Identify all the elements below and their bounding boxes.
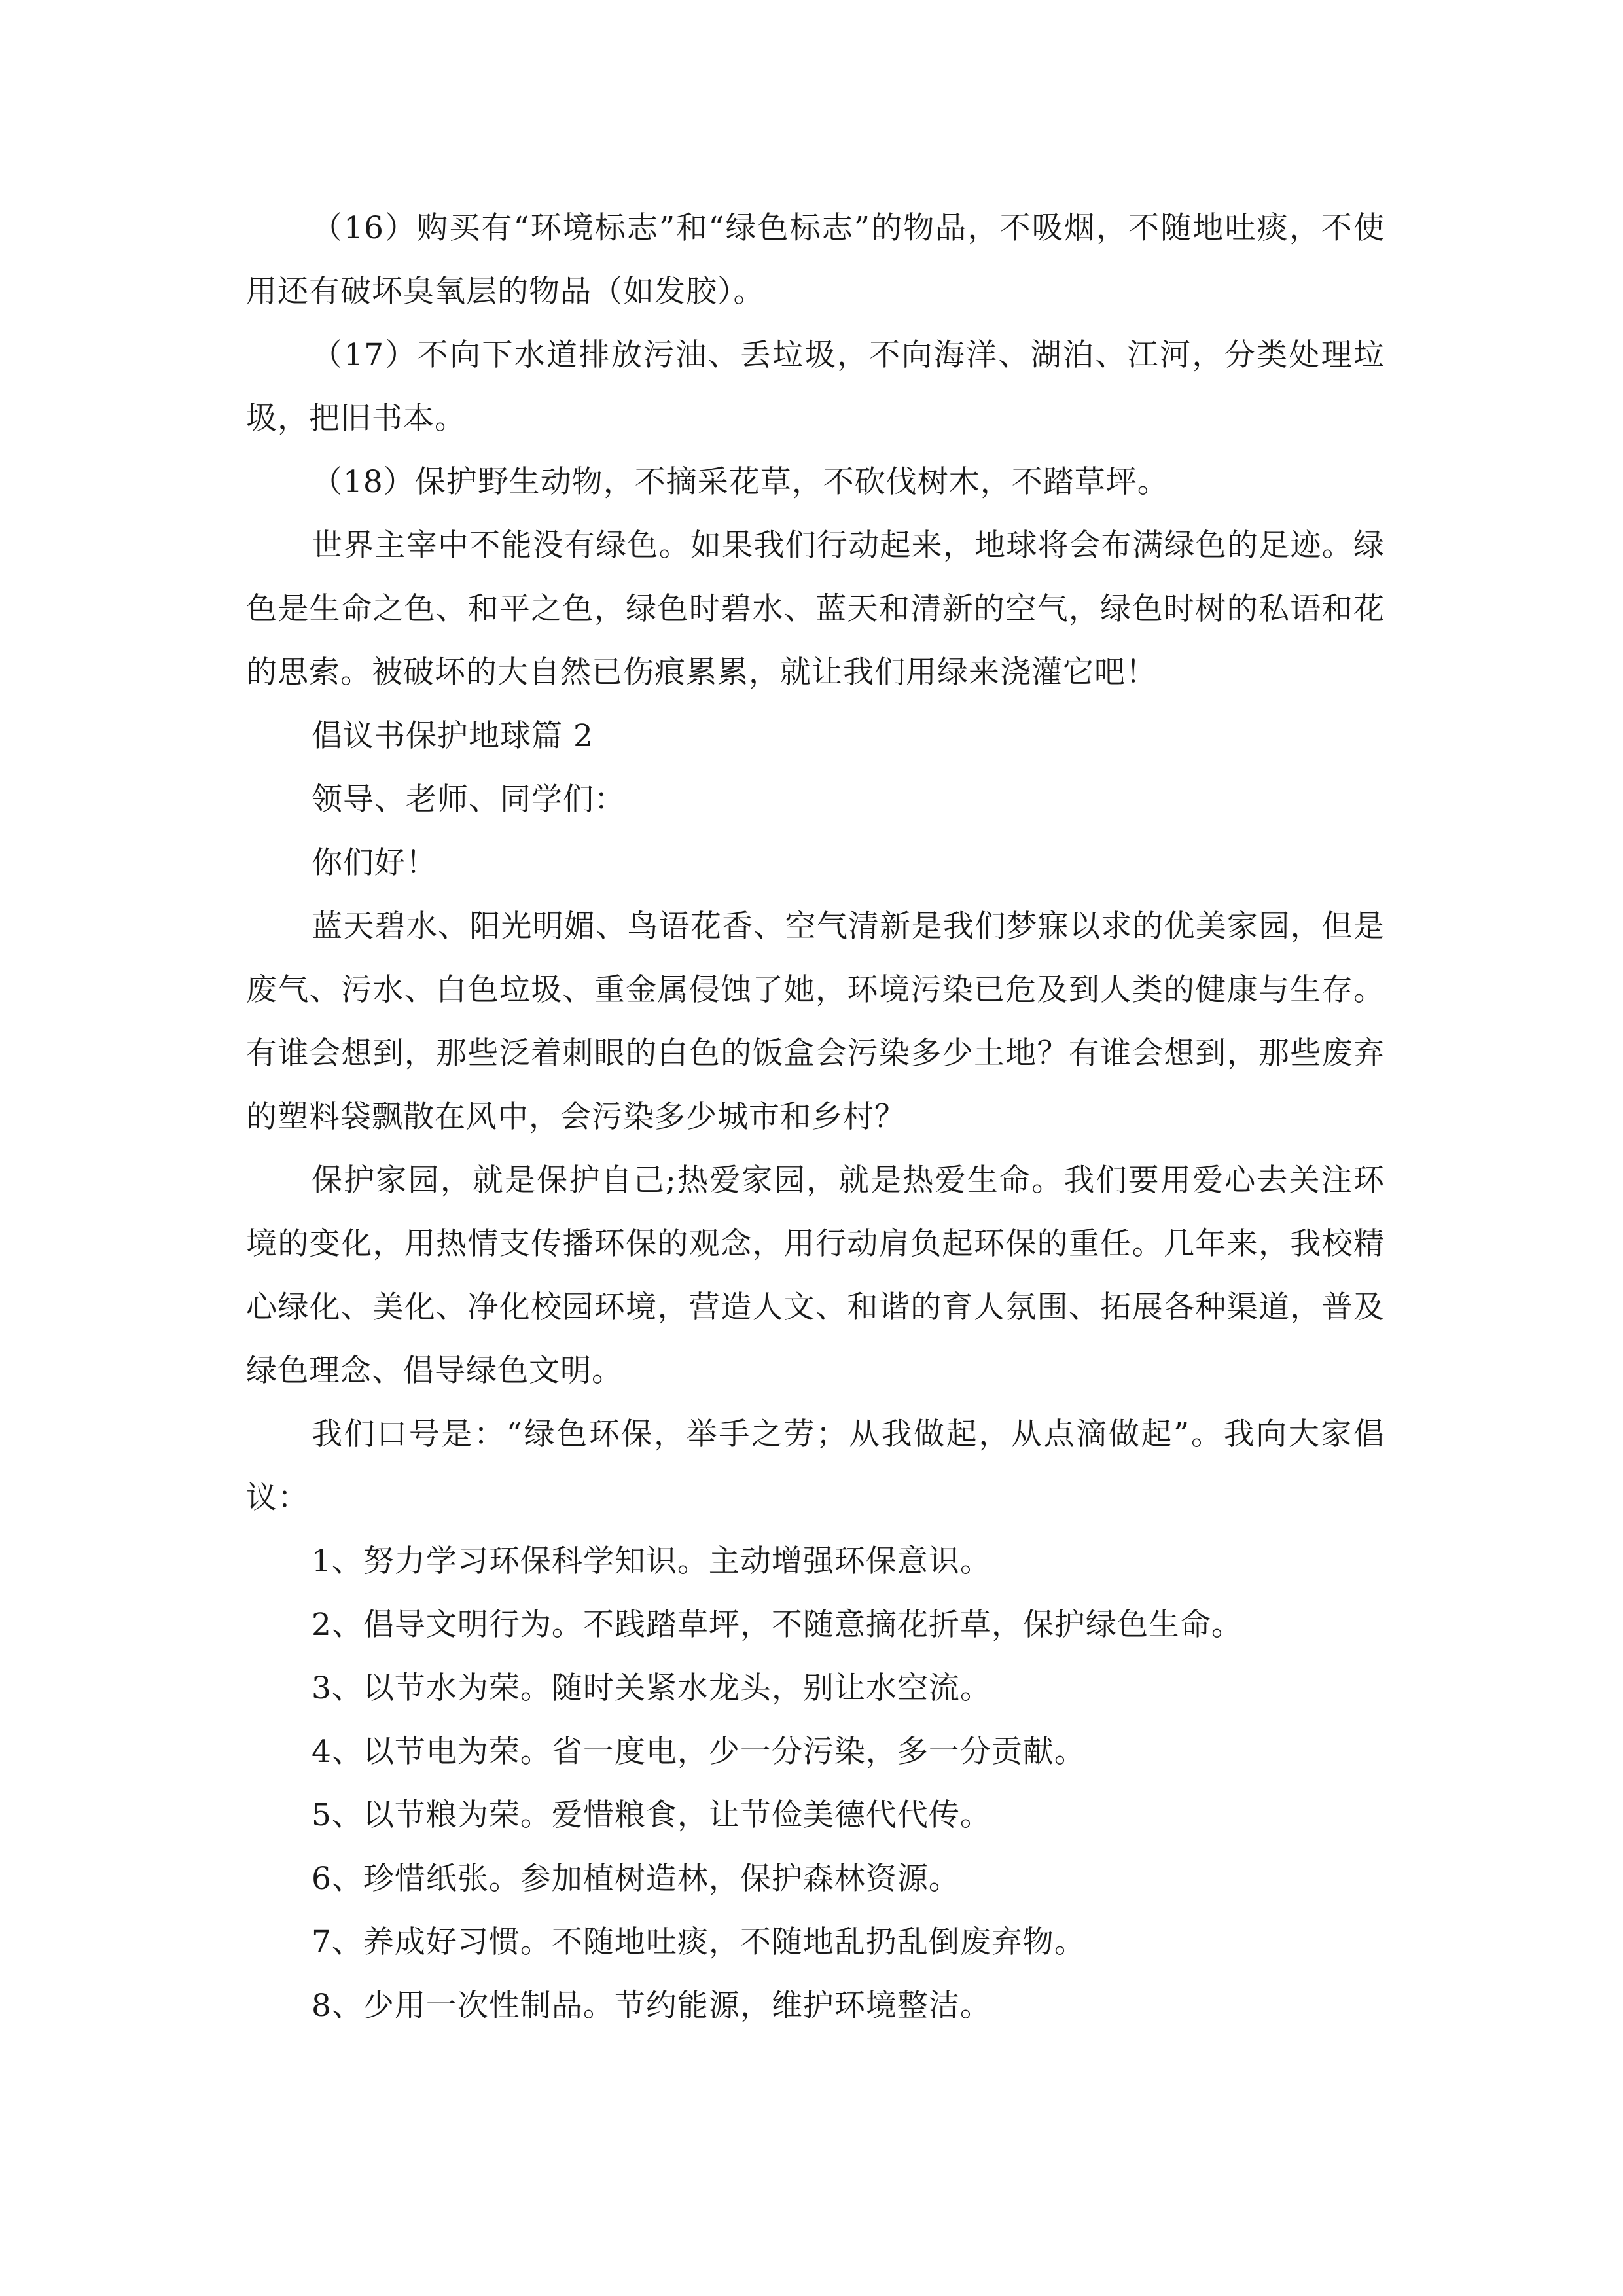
list-item-4: 4、以节电为荣。省一度电，少一分污染，多一分贡献。 (312, 1734, 1086, 1770)
list-item-3: 3、以节水为荣。随时关紧水龙头，别让水空流。 (312, 1670, 991, 1706)
greeting: 你们好！ (312, 845, 437, 881)
paragraph-item-18: （18）保护野生动物，不摘采花草，不砍伐树木，不踏草坪。 (312, 464, 1169, 500)
paragraph-conclusion: 世界主宰中不能没有绿色。如果我们行动起来，地球将会布满绿色的足迹。绿色是生命之色、和平之色，绿色时碧水、蓝天和清新的空气，绿色时树的私语和花的思索。被破坏的大自然已伤痕累累，就让我们用绿来浇灌它吧！ (246, 528, 1385, 691)
document-body (246, 196, 1385, 2037)
paragraph-protect-home: 保护家园，就是保护自己;热爱家园，就是热爱生命。我们要用爱心去关注环境的变化，用热情支传播环保的观念，用行动肩负起环保的重任。几年来，我校精心绿化、美化、净化校园环境，营造人文、和谐的育人氛围、拓展各种渠道，普及绿色理念、倡导绿色文明。 (246, 1162, 1385, 1389)
list-item-2: 2、倡导文明行为。不践踏草坪，不随意摘花折草，保护绿色生命。 (312, 1607, 1243, 1643)
list-item-1: 1、努力学习环保科学知识。主动增强环保意识。 (312, 1543, 991, 1579)
list-item-5: 5、以节粮为荣。爱惜粮食，让节俭美德代代传。 (312, 1797, 991, 1833)
list-item-8: 8、少用一次性制品。节约能源，维护环境整洁。 (312, 1988, 991, 2024)
list-item-7: 7、养成好习惯。不随地吐痰，不随地乱扔乱倒废弃物。 (312, 1924, 1086, 1960)
salutation: 领导、老师、同学们： (312, 781, 626, 817)
list-item-6: 6、珍惜纸张。参加植树造林，保护森林资源。 (312, 1861, 960, 1897)
paragraph-intro: 蓝天碧水、阳光明媚、鸟语花香、空气清新是我们梦寐以求的优美家园，但是废气、污水、白色垃圾、重金属侵蚀了她，环境污染已危及到人类的健康与生存。有谁会想到，那些泛着刺眼的白色的饭盒会污染多少土地？有谁会想到，那些废弃的塑料袋飘散在风中，会污染多少城市和乡村？ (246, 908, 1385, 1135)
paragraph-slogan: 我们口号是：“绿色环保，举手之劳；从我做起，从点滴做起”。我向大家倡议： (246, 1416, 1385, 1516)
paragraph-item-17: （17）不向下水道排放污油、丢垃圾，不向海洋、湖泊、江河，分类处理垃圾，把旧书本。 (246, 337, 1385, 437)
section-heading: 倡议书保护地球篇 2 (312, 718, 594, 754)
paragraph-item-16: （16）购买有“环境标志”和“绿色标志”的物品，不吸烟，不随地吐痰，不使用还有破坏臭氧层的物品（如发胶）。 (246, 210, 1385, 310)
